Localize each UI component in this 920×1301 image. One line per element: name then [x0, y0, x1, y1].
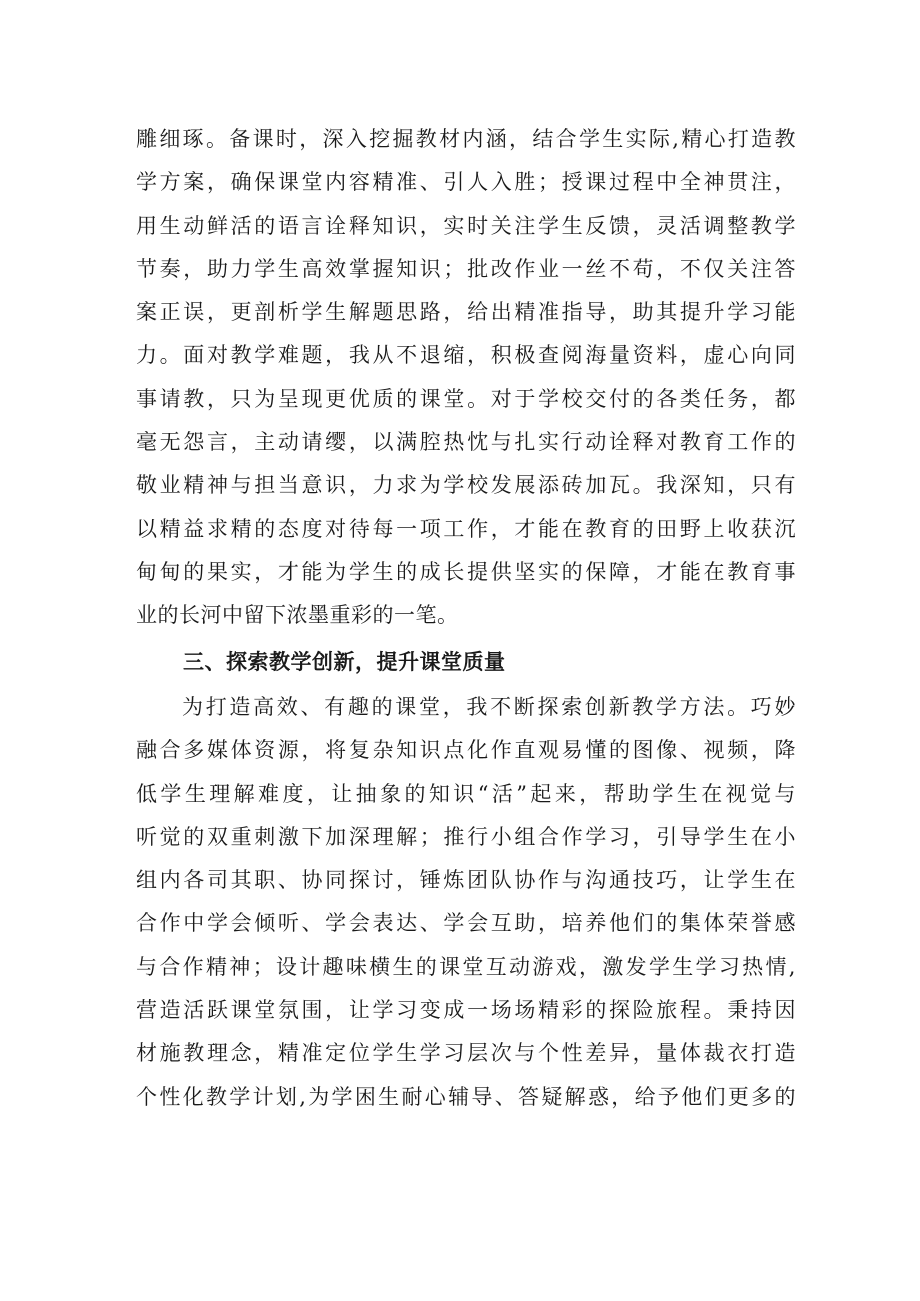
paragraph-line: 节奏，助力学生高效掌握知识；批改作业一丝不苟，不仅关注答: [136, 256, 796, 281]
paragraph-line: 合作中学会倾听、学会表达、学会互助，培养他们的集体荣誉感: [136, 911, 796, 936]
paragraph-line: 为打造高效、有趣的课堂，我不断探索创新教学方法。巧妙: [182, 695, 796, 719]
paragraph-2: [136, 686, 796, 1119]
paragraph-line: 低学生理解难度，让抽象的知识“活”起来，帮助学生在视觉与: [136, 781, 796, 806]
paragraph-line: 学方案，确保课堂内容精准、引人入胜；授课过程中全神贯注，: [136, 170, 796, 195]
paragraph-line: 融合多媒体资源，将复杂知识点化作直观易懂的图像、视频，降: [136, 738, 796, 763]
paragraph-line: 以精益求精的态度对待每一项工作，才能在教育的田野上收获沉: [136, 516, 796, 541]
paragraph-line: 事请教，只为呈现更优质的课堂。对于学校交付的各类任务，都: [136, 386, 796, 411]
paragraph-line: 力。面对教学难题，我从不退缩，积极查阅海量资料，虚心向同: [136, 343, 796, 368]
paragraph-line: 用生动鲜活的语言诠释知识，实时关注学生反馈，灵活调整教学: [136, 213, 796, 238]
paragraph-1: [136, 118, 796, 638]
paragraph-line: 与合作精神；设计趣味横生的课堂互动游戏，激发学生学习热情,: [136, 954, 796, 979]
paragraph-line: 听觉的双重刺激下加深理解；推行小组合作学习，引导学生在小: [136, 824, 796, 849]
paragraph-line: 个性化教学计划,为学困生耐心辅导、答疑解惑，给予他们更多的: [136, 1084, 796, 1109]
paragraph-line: 敬业精神与担当意识，力求为学校发展添砖加瓦。我深知，只有: [136, 473, 796, 498]
paragraph-line: 雕细琢。备课时，深入挖掘教材内涵，结合学生实际,精心打造教: [136, 127, 796, 151]
paragraph-line: 毫无怨言，主动请缨，以满腔热忱与扎实行动诠释对教育工作的: [136, 430, 796, 455]
paragraph-line: 案正误，更剖析学生解题思路，给出精准指导，助其提升学习能: [136, 300, 796, 325]
paragraph-line: 材施教理念，精准定位学生学习层次与个性差异，量体裁衣打造: [136, 1041, 796, 1066]
paragraph-line: 甸甸的果实，才能为学生的成长提供坚实的保障，才能在教育事: [136, 559, 796, 584]
paragraph-line: 营造活跃课堂氛围，让学习变成一场场精彩的探险旅程。秉持因: [136, 998, 796, 1023]
paragraph-line: 组内各司其职、协同探讨，锤炼团队协作与沟通技巧，让学生在: [136, 868, 796, 893]
section-heading: 三、探索教学创新，提升课堂质量: [183, 650, 506, 674]
paragraph-line: 业的长河中留下浓墨重彩的一笔。: [136, 603, 459, 628]
